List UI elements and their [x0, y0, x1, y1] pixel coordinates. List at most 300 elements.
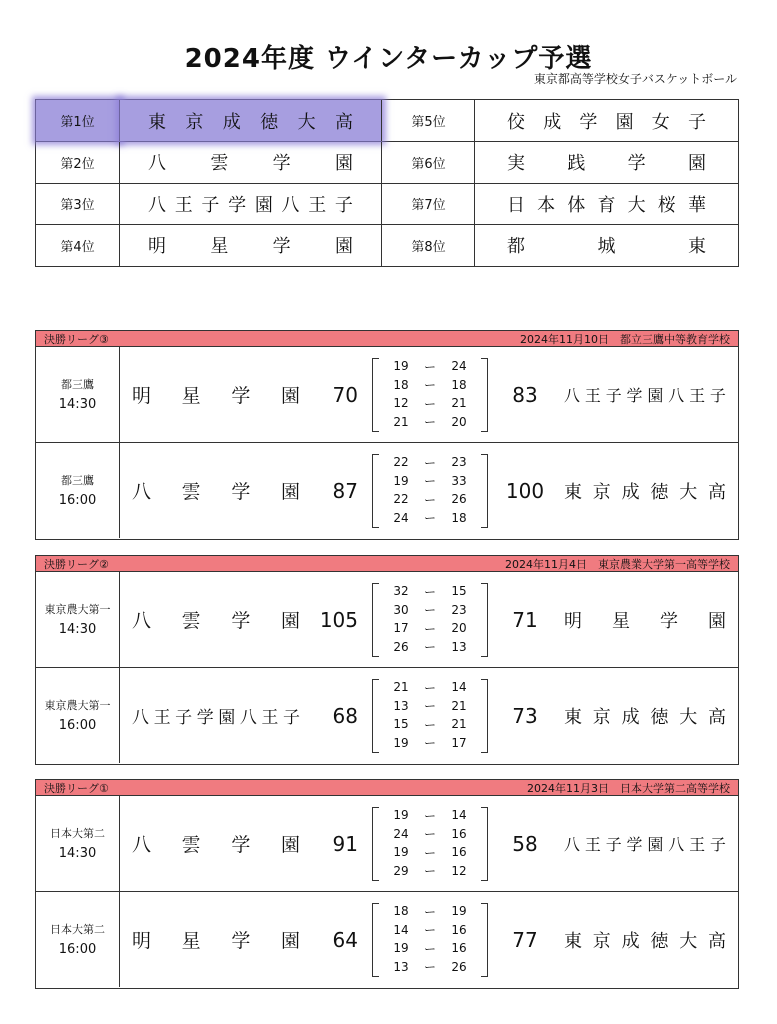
quarter-scores	[372, 358, 488, 432]
quarter-away: 15	[451, 584, 467, 598]
away-team-char: 学	[660, 610, 678, 632]
quarter-away: 16	[451, 826, 467, 841]
away-team-char: 園	[647, 386, 664, 405]
game-row	[36, 668, 738, 764]
home-team-char: 学	[231, 930, 251, 952]
quarter-dash: ー	[423, 378, 436, 392]
away-team-char: 星	[612, 610, 630, 632]
quarter-dash: ー	[423, 923, 436, 937]
quarter-home: 12	[393, 396, 409, 410]
quarter-dash: ー	[423, 717, 436, 732]
rank-team-char: 明	[148, 236, 166, 257]
quarter-away: 14	[451, 680, 467, 694]
home-score: 105	[319, 607, 358, 632]
rank-team-char: 園	[334, 236, 353, 257]
away-team-char: 八	[668, 835, 685, 854]
rank-team-char: 学	[272, 153, 291, 174]
bracket-left	[372, 807, 379, 881]
quarter-row	[382, 472, 478, 490]
away-team-char: 子	[605, 386, 622, 405]
rank-team	[475, 183, 738, 224]
away-team-char: 王	[689, 835, 706, 854]
quarter-home: 26	[393, 639, 409, 654]
home-team-char: 雲	[181, 610, 201, 632]
bracket-left	[372, 583, 379, 657]
away-team-char: 徳	[650, 930, 669, 952]
bracket-left	[372, 903, 379, 977]
game-time: 14:30	[58, 845, 97, 861]
home-score: 70	[332, 382, 358, 407]
quarter-dash: ー	[423, 396, 436, 411]
quarter-home: 21	[393, 414, 409, 429]
away-team-char: 子	[709, 386, 726, 405]
away-team	[564, 796, 726, 891]
quarter-row	[382, 715, 478, 733]
rank-team-char: 東	[688, 236, 706, 257]
away-team-char: 八	[564, 835, 581, 854]
rank-team-char: 体	[567, 194, 586, 216]
home-team-char: 王	[153, 708, 171, 728]
quarter-dash: ー	[423, 455, 436, 470]
quarter-home: 22	[393, 455, 409, 469]
home-team-char: 明	[132, 385, 152, 407]
away-team-char: 高	[707, 706, 726, 728]
game-venue	[36, 347, 120, 442]
away-score: 77	[512, 927, 538, 952]
bracket-right	[481, 903, 488, 977]
away-team-char: 大	[679, 481, 698, 503]
quarter-home: 19	[393, 845, 409, 859]
venue-name: 都三鷹	[61, 473, 94, 487]
away-team-char: 子	[709, 835, 726, 854]
rank-team-char: 雲	[210, 153, 229, 174]
rank-team	[475, 100, 738, 141]
quarter-dash: ー	[423, 904, 436, 919]
quarter-home: 19	[393, 473, 409, 488]
quarter-away: 18	[451, 377, 467, 392]
home-team-char: 学	[231, 385, 251, 407]
quarter-away: 23	[451, 602, 467, 617]
home-team-char: 八	[132, 834, 152, 856]
home-score: 91	[332, 831, 358, 856]
quarter-row	[382, 619, 478, 637]
league-header	[36, 556, 738, 572]
quarter-home: 14	[393, 922, 409, 937]
quarter-dash: ー	[423, 827, 436, 841]
quarter-row	[382, 806, 478, 824]
venue-name: 東京農大第一	[44, 602, 111, 616]
ranking-row	[36, 225, 738, 267]
rank-place: 第1位	[36, 100, 120, 141]
away-team-char: 明	[564, 610, 582, 632]
home-team	[132, 572, 300, 667]
game-venue	[36, 443, 120, 538]
home-team-char: 学	[196, 708, 214, 728]
away-team-char: 八	[668, 386, 685, 405]
away-team-char: 学	[626, 835, 643, 854]
quarter-away: 23	[451, 455, 467, 469]
away-team-char: 大	[679, 930, 698, 952]
away-team-char: 成	[621, 481, 640, 503]
quarter-row	[382, 453, 478, 471]
quarter-row	[382, 601, 478, 619]
away-score: 73	[512, 703, 538, 728]
home-team-char: 学	[231, 834, 251, 856]
quarter-dash: ー	[423, 808, 436, 823]
quarter-away: 21	[451, 698, 467, 713]
rank-team-char: 八	[148, 153, 166, 174]
game-venue	[36, 572, 120, 667]
quarter-home: 17	[393, 621, 409, 635]
quarter-row	[382, 921, 478, 939]
game-time: 16:00	[58, 492, 97, 508]
game-row	[36, 892, 738, 988]
away-team-char: 成	[621, 706, 640, 728]
quarter-dash: ー	[423, 584, 436, 599]
quarter-row	[382, 357, 478, 375]
quarter-row	[382, 902, 478, 920]
rank-place: 第7位	[383, 183, 475, 224]
quarter-away: 33	[451, 473, 467, 488]
quarter-away: 24	[451, 359, 467, 373]
game-venue	[36, 668, 120, 763]
rank-team-char: 八	[281, 194, 300, 216]
away-team-char: 子	[605, 835, 622, 854]
quarter-home: 18	[393, 377, 409, 392]
quarter-away: 21	[451, 396, 467, 410]
rank-place: 第6位	[383, 142, 475, 183]
away-team-char: 王	[689, 386, 706, 405]
bracket-right	[481, 358, 488, 432]
away-team-char: 王	[584, 386, 601, 405]
rank-team-char: 子	[334, 194, 353, 216]
quarter-row	[382, 678, 478, 696]
rank-place: 第2位	[36, 142, 120, 183]
game-row	[36, 443, 738, 539]
bracket-left	[372, 358, 379, 432]
rank-team-char: 子	[687, 111, 706, 133]
bracket-right	[481, 454, 488, 528]
home-team-char: 八	[132, 708, 149, 728]
home-team-char: 子	[282, 708, 300, 728]
league-block	[35, 330, 739, 540]
away-team-char: 東	[564, 706, 582, 728]
game-time: 16:00	[58, 941, 97, 957]
game-row	[36, 796, 738, 892]
home-team-char: 八	[132, 610, 152, 632]
quarter-scores	[372, 583, 488, 657]
quarter-row	[382, 843, 478, 861]
rank-place: 第5位	[383, 100, 475, 141]
rank-team	[475, 225, 738, 266]
ranking-row	[36, 100, 738, 142]
rank-team	[120, 225, 382, 266]
quarter-dash: ー	[423, 621, 436, 636]
home-team-char: 星	[181, 930, 201, 952]
rank-team-char: 学	[627, 153, 646, 174]
quarter-away: 16	[451, 941, 467, 955]
rank-team-char: 園	[254, 194, 273, 216]
quarter-home: 18	[393, 904, 409, 918]
rank-team-char: 実	[507, 153, 525, 174]
league-name: 決勝リーグ③	[44, 332, 109, 346]
away-score: 58	[512, 831, 538, 856]
league-header	[36, 331, 738, 347]
rank-team-char: 日	[507, 194, 525, 216]
venue-name: 日本大第二	[50, 922, 105, 936]
quarter-away: 16	[451, 922, 467, 937]
quarter-home: 19	[393, 941, 409, 955]
rank-team-char: 成	[222, 111, 241, 133]
rank-team-char: 学	[272, 236, 291, 257]
home-team-char: 八	[132, 481, 152, 503]
away-team	[564, 668, 726, 763]
game-row	[36, 347, 738, 443]
quarter-dash: ー	[423, 492, 436, 507]
quarter-dash: ー	[423, 845, 436, 860]
rank-team-char: 華	[687, 194, 706, 216]
quarter-home: 19	[393, 735, 409, 750]
away-team-char: 大	[679, 706, 698, 728]
away-team-char: 京	[592, 706, 611, 728]
quarter-dash: ー	[423, 680, 436, 695]
home-team	[132, 443, 300, 538]
away-team-char: 京	[592, 481, 611, 503]
rank-place: 第4位	[36, 225, 120, 266]
home-team-char: 学	[231, 481, 251, 503]
away-team-char: 園	[708, 610, 726, 632]
quarter-row	[382, 509, 478, 527]
rank-team-char: 高	[334, 111, 353, 133]
rank-team	[120, 142, 382, 183]
quarter-row	[382, 413, 478, 431]
venue-name: 東京農大第一	[44, 698, 111, 712]
quarter-row	[382, 638, 478, 656]
ranking-row	[36, 183, 738, 225]
quarter-row	[382, 862, 478, 880]
away-team-char: 八	[564, 386, 581, 405]
rank-team-char: 都	[507, 236, 525, 257]
quarter-away: 20	[451, 414, 467, 429]
venue-name: 都三鷹	[61, 377, 94, 391]
rank-team-char: 徳	[260, 111, 279, 133]
away-team-char: 王	[584, 835, 601, 854]
away-team	[564, 892, 726, 987]
bracket-right	[481, 583, 488, 657]
quarter-row	[382, 697, 478, 715]
home-team-char: 王	[261, 708, 279, 728]
quarter-row	[382, 958, 478, 976]
quarter-away: 17	[451, 735, 467, 750]
quarter-row	[382, 394, 478, 412]
game-time: 14:30	[58, 621, 97, 637]
quarter-away: 13	[451, 639, 467, 654]
bracket-left	[372, 454, 379, 528]
quarter-away: 21	[451, 717, 467, 731]
game-venue	[36, 892, 120, 987]
rank-team	[120, 100, 382, 141]
quarter-away: 26	[451, 959, 467, 974]
quarter-home: 24	[393, 826, 409, 841]
rank-team-char: 大	[297, 111, 316, 133]
rank-team-char: 王	[308, 194, 327, 216]
bracket-right	[481, 679, 488, 753]
rank-team-char: 星	[210, 236, 229, 257]
bracket-right	[481, 807, 488, 881]
home-team-char: 八	[239, 708, 257, 728]
quarter-dash: ー	[423, 511, 436, 525]
rank-team-char: 京	[185, 111, 204, 133]
quarter-dash: ー	[423, 864, 436, 878]
quarter-away: 20	[451, 621, 467, 635]
quarter-away: 19	[451, 904, 467, 918]
quarter-home: 30	[393, 602, 409, 617]
quarter-row	[382, 825, 478, 843]
home-team-char: 子	[175, 708, 193, 728]
game-time: 14:30	[58, 396, 97, 412]
game-venue	[36, 796, 120, 891]
home-team-char: 学	[231, 610, 251, 632]
quarter-home: 15	[393, 717, 409, 731]
rank-team-char: 園	[687, 153, 706, 174]
league-name: 決勝リーグ②	[44, 557, 109, 571]
rank-place: 第8位	[383, 225, 475, 266]
quarter-dash: ー	[423, 699, 436, 713]
away-team-char: 徳	[650, 481, 669, 503]
league-date-venue: 2024年11月3日 日本大学第二高等学校	[527, 781, 730, 795]
league-block	[35, 555, 739, 765]
away-team-char: 園	[647, 835, 664, 854]
rank-place: 第3位	[36, 183, 120, 224]
quarter-home: 22	[393, 492, 409, 506]
home-team-char: 園	[280, 930, 300, 952]
away-team-char: 京	[592, 930, 611, 952]
quarter-row	[382, 939, 478, 957]
quarter-scores	[372, 454, 488, 528]
quarter-home: 21	[393, 680, 409, 694]
rank-team-char: 学	[228, 194, 247, 216]
rank-team-char: 子	[201, 194, 220, 216]
quarter-dash: ー	[423, 736, 436, 750]
home-team-char: 園	[280, 385, 300, 407]
away-score: 83	[512, 382, 538, 407]
game-row	[36, 572, 738, 668]
home-team	[132, 668, 300, 763]
league-block	[35, 779, 739, 989]
quarter-home: 29	[393, 863, 409, 878]
venue-name: 日本大第二	[50, 826, 105, 840]
quarter-home: 19	[393, 359, 409, 373]
quarter-home: 13	[393, 959, 409, 974]
quarter-dash: ー	[423, 960, 436, 974]
rank-team-char: 学	[579, 111, 598, 133]
away-team-char: 東	[564, 481, 582, 503]
away-score: 71	[512, 607, 538, 632]
home-team	[132, 347, 300, 442]
quarter-dash: ー	[423, 941, 436, 956]
rank-team-char: 大	[627, 194, 646, 216]
home-score: 64	[332, 927, 358, 952]
bracket-left	[372, 679, 379, 753]
rank-team-char: 園	[615, 111, 634, 133]
game-time: 16:00	[58, 717, 97, 733]
rank-team-char: 育	[597, 194, 616, 216]
quarter-row	[382, 376, 478, 394]
quarter-home: 24	[393, 510, 409, 525]
home-team-char: 園	[218, 708, 236, 728]
quarter-home: 32	[393, 584, 409, 598]
rank-team	[120, 183, 382, 224]
rank-team-char: 王	[174, 194, 193, 216]
home-team-char: 園	[280, 610, 300, 632]
rank-team-char: 八	[148, 194, 166, 216]
league-name: 決勝リーグ①	[44, 781, 109, 795]
league-date-venue: 2024年11月4日 東京農業大学第一高等学校	[505, 557, 730, 571]
league-date-venue: 2024年11月10日 都立三鷹中等教育学校	[520, 332, 730, 346]
rank-team-char: 成	[543, 111, 562, 133]
quarter-dash: ー	[423, 415, 436, 429]
rank-team-char: 本	[537, 194, 556, 216]
quarter-home: 13	[393, 698, 409, 713]
ranking-row	[36, 142, 738, 184]
away-team-char: 成	[621, 930, 640, 952]
quarter-away: 16	[451, 845, 467, 859]
quarter-scores	[372, 807, 488, 881]
quarter-away: 14	[451, 808, 467, 822]
home-score: 68	[332, 703, 358, 728]
home-team-char: 園	[280, 834, 300, 856]
away-team-char: 東	[564, 930, 582, 952]
quarter-away: 26	[451, 492, 467, 506]
rank-team-char: 東	[148, 111, 166, 133]
home-team-char: 園	[280, 481, 300, 503]
home-score: 87	[332, 478, 358, 503]
quarter-scores	[372, 679, 488, 753]
quarter-scores	[372, 903, 488, 977]
quarter-row	[382, 734, 478, 752]
rank-team-char: 践	[567, 153, 586, 174]
home-team-char: 星	[181, 385, 201, 407]
ranking-table	[35, 99, 739, 267]
away-team-char: 学	[626, 386, 643, 405]
quarter-dash: ー	[423, 359, 436, 374]
rank-team-char: 城	[597, 236, 616, 257]
league-header	[36, 780, 738, 796]
home-team	[132, 892, 300, 987]
home-team-char: 雲	[181, 481, 201, 503]
home-team	[132, 796, 300, 891]
away-team-char: 高	[707, 930, 726, 952]
rank-team-char: 女	[651, 111, 670, 133]
rank-team-char: 園	[334, 153, 353, 174]
quarter-row	[382, 582, 478, 600]
rank-team	[475, 142, 738, 183]
rank-team-char: 桜	[657, 194, 676, 216]
quarter-dash: ー	[423, 640, 436, 654]
page-title: 2024年度 ウインターカップ予選	[184, 44, 593, 74]
quarter-away: 18	[451, 510, 467, 525]
quarter-row	[382, 490, 478, 508]
away-team	[564, 443, 726, 538]
away-team-char: 徳	[650, 706, 669, 728]
away-team	[564, 347, 726, 442]
away-score: 100	[505, 478, 545, 503]
rank-team-char: 佼	[507, 111, 525, 133]
away-team-char: 高	[707, 481, 726, 503]
quarter-dash: ー	[423, 474, 436, 488]
quarter-home: 19	[393, 808, 409, 822]
quarter-away: 12	[451, 863, 467, 878]
